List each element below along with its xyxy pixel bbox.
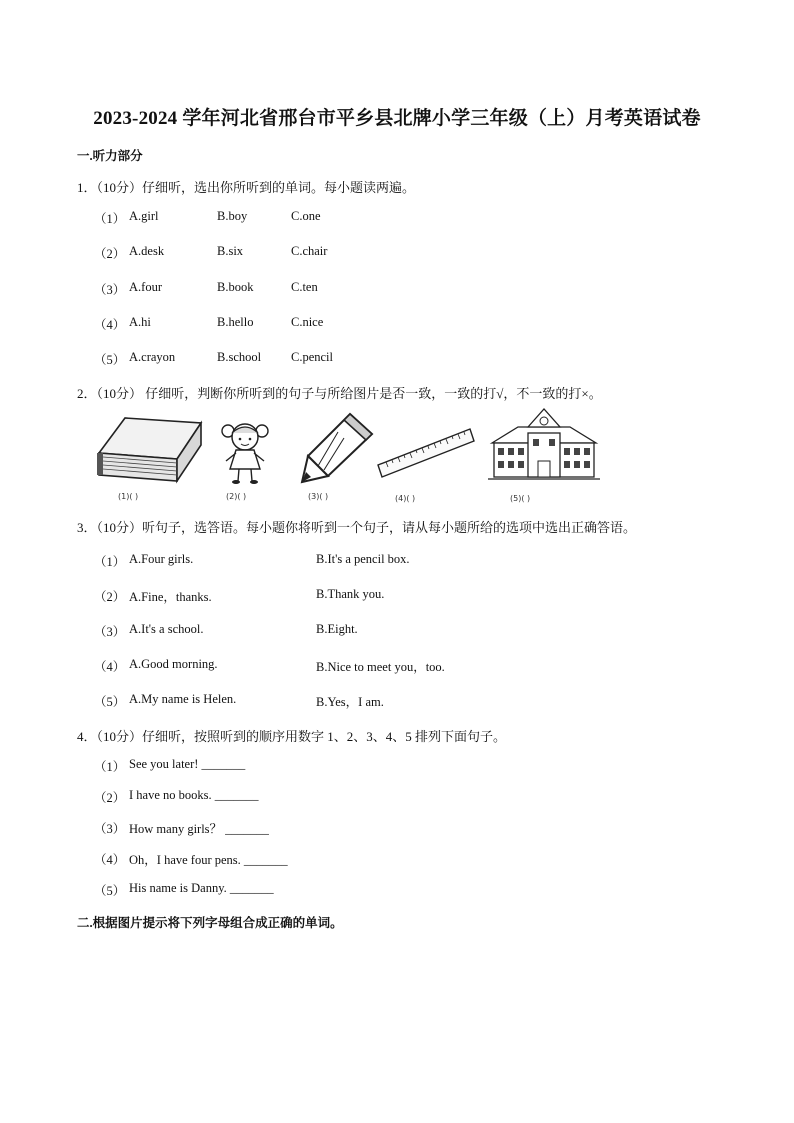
option-a: A.It's a school. — [129, 622, 204, 636]
picture-caption-2: (2)( ) — [226, 492, 247, 501]
item-number: （1） — [94, 555, 126, 569]
option-b: B.boy — [217, 209, 248, 223]
option-a: A.four — [129, 280, 162, 294]
option-c: C.nice — [291, 315, 324, 329]
girl-icon — [220, 417, 270, 487]
question-2-pictures — [90, 405, 610, 505]
sentence: How many girls？ _______ — [129, 822, 269, 836]
option-a: A.My name is Helen. — [129, 692, 237, 706]
option-b: B.hello — [217, 315, 254, 329]
option-a: A.Four girls. — [129, 552, 194, 566]
option-a: A.Good morning. — [129, 657, 218, 671]
item-number: （3） — [94, 283, 126, 297]
option-b: B.Eight. — [316, 622, 358, 636]
option-b: B.book — [217, 280, 254, 294]
sentence: His name is Danny. _______ — [129, 881, 274, 895]
item-number: （3） — [94, 822, 126, 836]
option-b: B.Thank you. — [316, 587, 385, 601]
question-2-prompt: 2．（10分） 仔细听，判断你所听到的句子与所给图片是否一致，一致的打√，不一致的打×。 — [77, 386, 602, 401]
item-number: （4） — [94, 853, 126, 867]
book-icon — [95, 413, 205, 485]
page-title: 2023-2024 学年河北省邢台市平乡县北牌小学三年级（上）月考英语试卷 — [93, 108, 701, 129]
option-a: A.Fine，thanks. — [129, 590, 212, 604]
option-c: C.ten — [291, 280, 318, 294]
ruler-icon — [376, 425, 476, 485]
item-number: （5） — [94, 695, 126, 709]
option-a: A.girl — [129, 209, 159, 223]
picture-caption-5: (5)( ) — [510, 494, 531, 503]
school-icon — [488, 405, 600, 485]
item-number: （2） — [94, 590, 126, 604]
picture-caption-3: (3)( ) — [308, 492, 329, 501]
item-number: （4） — [94, 660, 126, 674]
section-heading-spelling: 二.根据图片提示将下列字母组合成正确的单词。 — [77, 916, 343, 930]
sentence: See you later! _______ — [129, 757, 246, 771]
item-number: （3） — [94, 625, 126, 639]
item-number: （2） — [94, 247, 126, 261]
question-1-prompt: 1．（10分）仔细听，选出你所听到的单词。每小题读两遍。 — [77, 180, 416, 195]
option-a: A.desk — [129, 244, 165, 258]
item-number: （2） — [94, 791, 126, 805]
item-number: （5） — [94, 884, 126, 898]
option-b: B.It's a pencil box. — [316, 552, 410, 566]
section-heading-listening: 一.听力部分 — [77, 149, 143, 163]
question-3-prompt: 3．（10分）听句子，选答语。每小题你将听到一个句子，请从每小题所给的选项中选出正确答语。 — [77, 520, 637, 535]
question-4-prompt: 4．（10分）仔细听，按照听到的顺序用数字 1、2、3、4、5 排列下面句子。 — [77, 729, 507, 744]
option-a: A.crayon — [129, 350, 176, 364]
option-a: A.hi — [129, 315, 151, 329]
item-number: （1） — [94, 760, 126, 774]
picture-caption-4: (4)( ) — [395, 494, 416, 503]
option-c: C.one — [291, 209, 321, 223]
item-number: （4） — [94, 318, 126, 332]
pencil-icon — [298, 410, 378, 485]
item-number: （5） — [94, 353, 126, 367]
option-b: B.Yes，I am. — [316, 695, 384, 709]
option-c: C.chair — [291, 244, 328, 258]
option-c: C.pencil — [291, 350, 334, 364]
option-b: B.school — [217, 350, 262, 364]
item-number: （1） — [94, 212, 126, 226]
option-b: B.six — [217, 244, 244, 258]
option-b: B.Nice to meet you，too. — [316, 660, 445, 674]
sentence: Oh，I have four pens. _______ — [129, 853, 288, 867]
sentence: I have no books. _______ — [129, 788, 259, 802]
picture-caption-1: (1)( ) — [118, 492, 139, 501]
